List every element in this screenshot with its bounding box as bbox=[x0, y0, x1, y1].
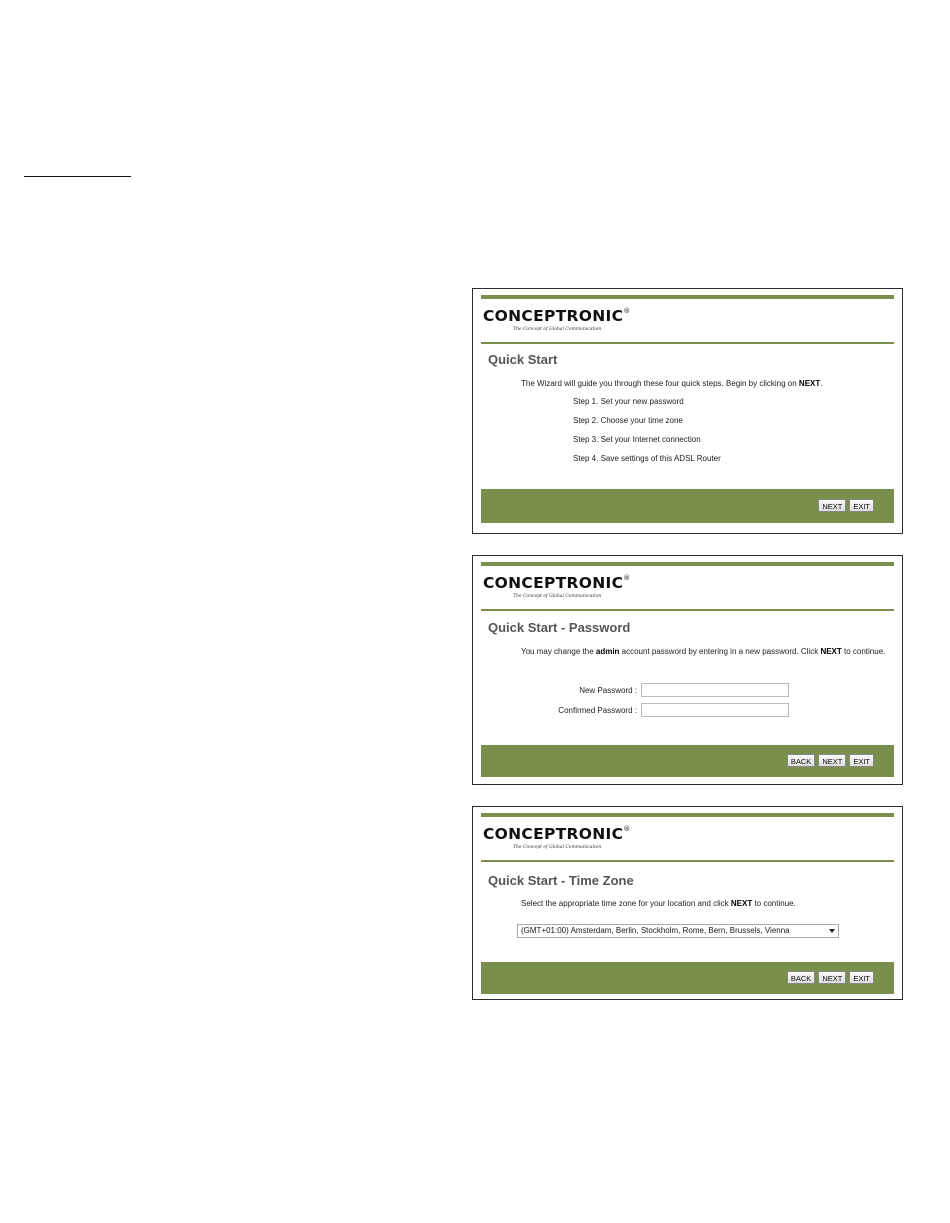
confirmed-password-row bbox=[473, 703, 904, 723]
intro-text: Select the appropriate time zone for your location and click NEXT to continue. bbox=[521, 899, 796, 908]
page-title: Quick Start bbox=[488, 352, 558, 367]
page-title: Quick Start - Password bbox=[488, 620, 631, 635]
intro-text: The Wizard will guide you through these four quick steps. Begin by clicking on NEXT. bbox=[521, 379, 823, 388]
intro-text: You may change the admin account password by entering in a new password. Click NEXT to continue. bbox=[521, 647, 886, 656]
header-divider bbox=[481, 342, 894, 344]
confirmed-password-label: Confirmed Password : bbox=[558, 706, 637, 715]
header-accent-bar bbox=[481, 813, 894, 817]
exit-button[interactable]: EXIT bbox=[849, 971, 874, 984]
steps-list bbox=[573, 397, 721, 473]
quick-start-panel bbox=[472, 288, 903, 534]
next-button[interactable]: NEXT bbox=[818, 754, 846, 767]
top-underline-rule bbox=[24, 176, 131, 177]
time-zone-select[interactable] bbox=[517, 924, 839, 938]
logo-tagline: The Concept of Global Communication bbox=[513, 594, 602, 599]
header-divider bbox=[481, 860, 894, 862]
back-button[interactable]: BACK bbox=[787, 754, 815, 767]
header-divider bbox=[481, 609, 894, 611]
button-bar bbox=[481, 962, 894, 994]
conceptronic-logo: CONCEPTRONIC® bbox=[483, 307, 631, 325]
button-bar bbox=[481, 489, 894, 523]
next-button[interactable]: NEXT bbox=[818, 971, 846, 984]
button-bar bbox=[481, 745, 894, 777]
time-zone-selected-value: (GMT+01:00) Amsterdam, Berlin, Stockholm, Rome, Bern, Brussels, Vienna bbox=[521, 926, 790, 935]
exit-button[interactable]: EXIT bbox=[849, 499, 874, 512]
step-item: Step 4. Save settings of this ADSL Router bbox=[573, 454, 721, 463]
conceptronic-logo: CONCEPTRONIC® bbox=[483, 825, 631, 843]
exit-button[interactable]: EXIT bbox=[849, 754, 874, 767]
logo-tagline: The Concept of Global Communication bbox=[513, 327, 602, 332]
new-password-row bbox=[473, 683, 904, 703]
logo-tagline: The Concept of Global Communication bbox=[513, 845, 602, 850]
new-password-field[interactable] bbox=[641, 683, 789, 697]
step-item: Step 3. Set your Internet connection bbox=[573, 435, 701, 444]
header-accent-bar bbox=[481, 295, 894, 299]
conceptronic-logo: CONCEPTRONIC® bbox=[483, 574, 631, 592]
confirmed-password-field[interactable] bbox=[641, 703, 789, 717]
password-panel bbox=[472, 555, 903, 785]
next-button[interactable]: NEXT bbox=[818, 499, 846, 512]
page-title: Quick Start - Time Zone bbox=[488, 873, 634, 888]
step-item: Step 1. Set your new password bbox=[573, 397, 684, 406]
chevron-down-icon bbox=[829, 929, 835, 933]
time-zone-panel bbox=[472, 806, 903, 1000]
new-password-label: New Password : bbox=[579, 686, 637, 695]
back-button[interactable]: BACK bbox=[787, 971, 815, 984]
password-form bbox=[473, 683, 904, 723]
step-item: Step 2. Choose your time zone bbox=[573, 416, 683, 425]
header-accent-bar bbox=[481, 562, 894, 566]
